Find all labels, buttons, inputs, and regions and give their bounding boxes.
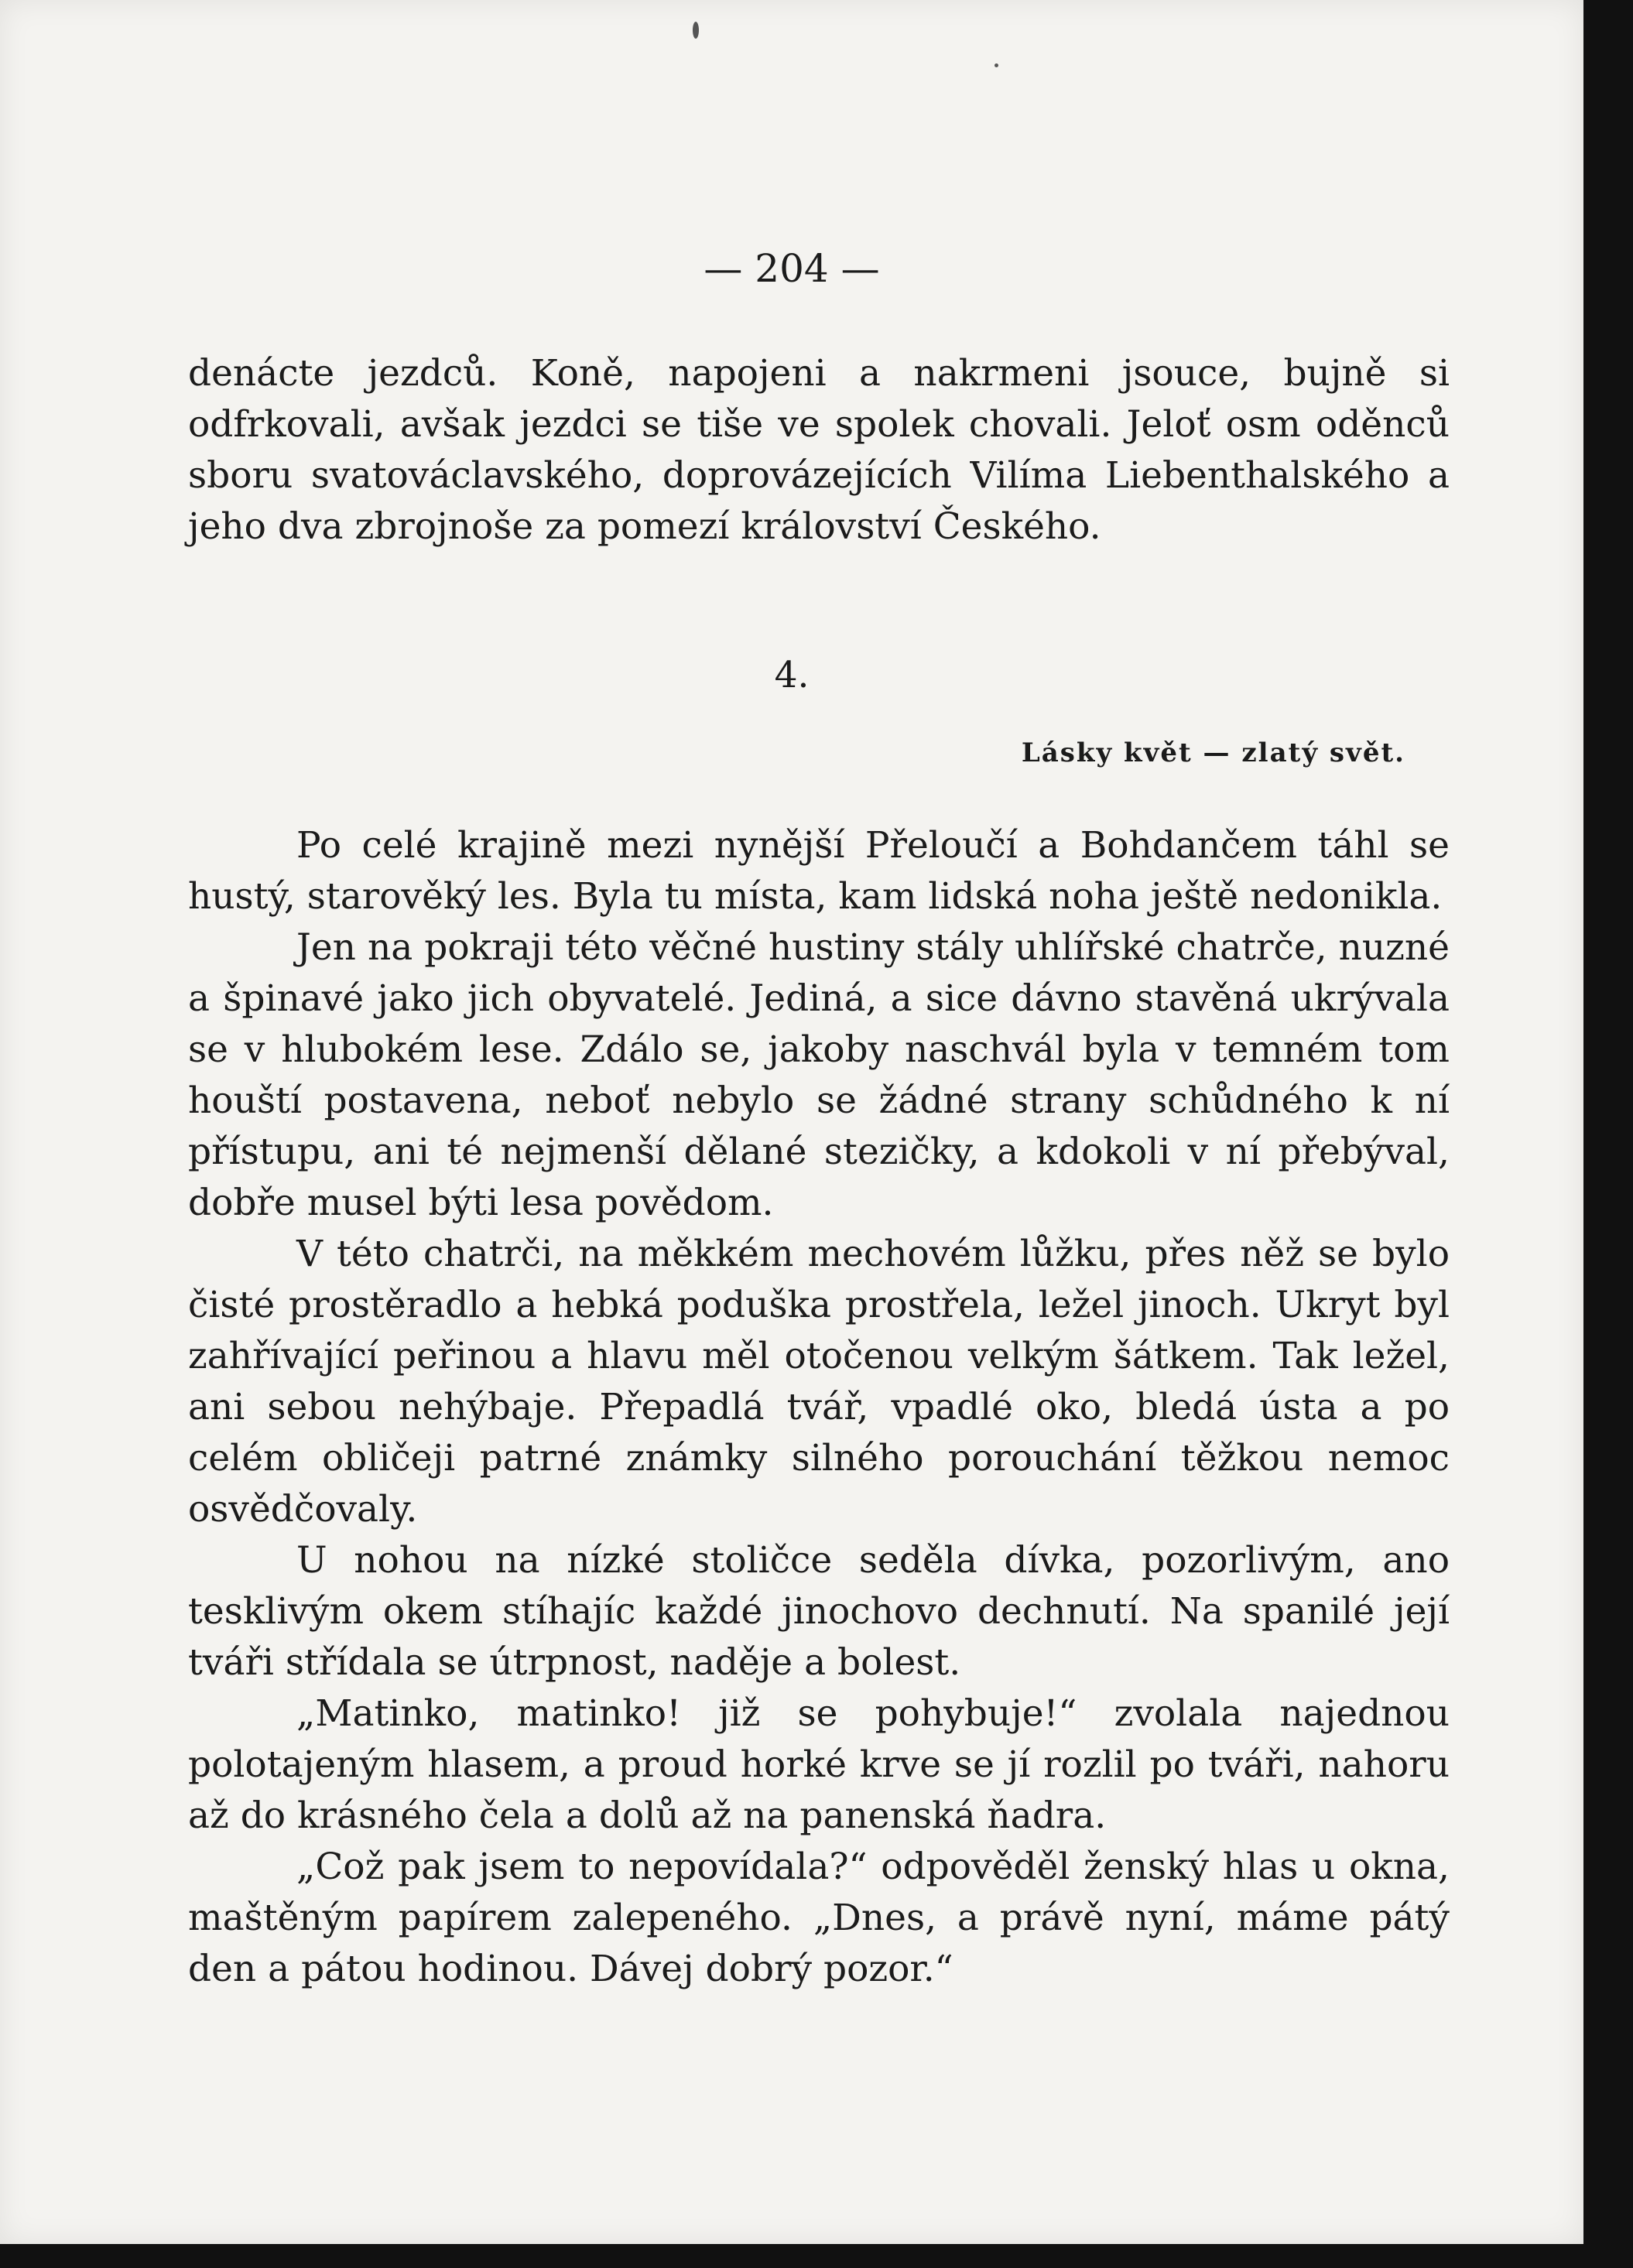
body-paragraph: V této chatrči, na měkkém mechovém lůžku, přes něž se bylo čisté prostěradlo a hebká poduška prostřela, ležel jinoch. Ukryt byl zahřívající peřinou a hlavu měl otočenou velkým šátkem. Tak ležel, ani sebou nehýbaje. Přepadlá tvář, vpadlé oko, bledá ústa a po celém obličeji patrné známky silného porouchání těžkou nemoc osvědčovaly. <box>188 1233 1450 1531</box>
opening-text-block <box>188 348 1450 552</box>
scan-border-bottom <box>0 2244 1633 2268</box>
body-paragraph: Po celé krajině mezi nynější Přeloučí a Bohdančem táhl se hustý, starověký les. Byla tu místa, kam lidská noha ještě nedonikla. <box>188 824 1450 918</box>
page-number: — 204 — <box>704 246 880 291</box>
body-paragraph: Jen na pokraji této věčné hustiny stály uhlířské chatrče, nuzné a špinavé jako jich obyvatelé. Jediná, a sice dávno stavěná ukrývala se v hlubokém lese. Zdálo se, jakoby naschvál byla v temném tom houští postavena, neboť nebylo se žádné strany schůdného k ní přístupu, ani té nejmenší dělané stezičky, a kdokoli v ní přebýval, dobře musel býti lesa povědom. <box>188 926 1450 1224</box>
scan-speck <box>995 63 998 67</box>
chapter-number: 4. <box>774 654 810 696</box>
scan-border-right <box>1583 0 1633 2268</box>
scan-speck <box>693 22 699 39</box>
body-paragraph: „Matinko, matinko! již se pohybuje!“ zvolala najednou polotajeným hlasem, a proud horké krve se jí rozlil po tváři, nahoru až do krásného čela a dolů až na panenská ňadra. <box>188 1692 1450 1837</box>
opening-paragraph: denácte jezdců. Koně, napojeni a nakrmeni jsouce, bujně si odfrkovali, avšak jezdci se tiše ve spolek chovali. Jeloť osm oděnců sboru svatováclavského, doprovázejících Vilíma Liebenthalského a jeho dva zbrojnoše za pomezí království Českého. <box>188 352 1450 548</box>
chapter-text-block <box>188 820 1450 1995</box>
body-paragraph: U nohou na nízké stoličce seděla dívka, pozorlivým, ano tesklivým okem stíhajíc každé jinochovo dechnutí. Na spanilé její tváři střídala se útrpnost, naděje a bolest. <box>188 1539 1450 1684</box>
chapter-subtitle: Lásky květ — zlatý svět. <box>1021 737 1405 768</box>
body-paragraph: „Což pak jsem to nepovídala?“ odpověděl ženský hlas u okna, maštěným papírem zalepeného. „Dnes, a právě nyní, máme pátý den a pátou hodinou. Dávej dobrý pozor.“ <box>188 1846 1450 1990</box>
